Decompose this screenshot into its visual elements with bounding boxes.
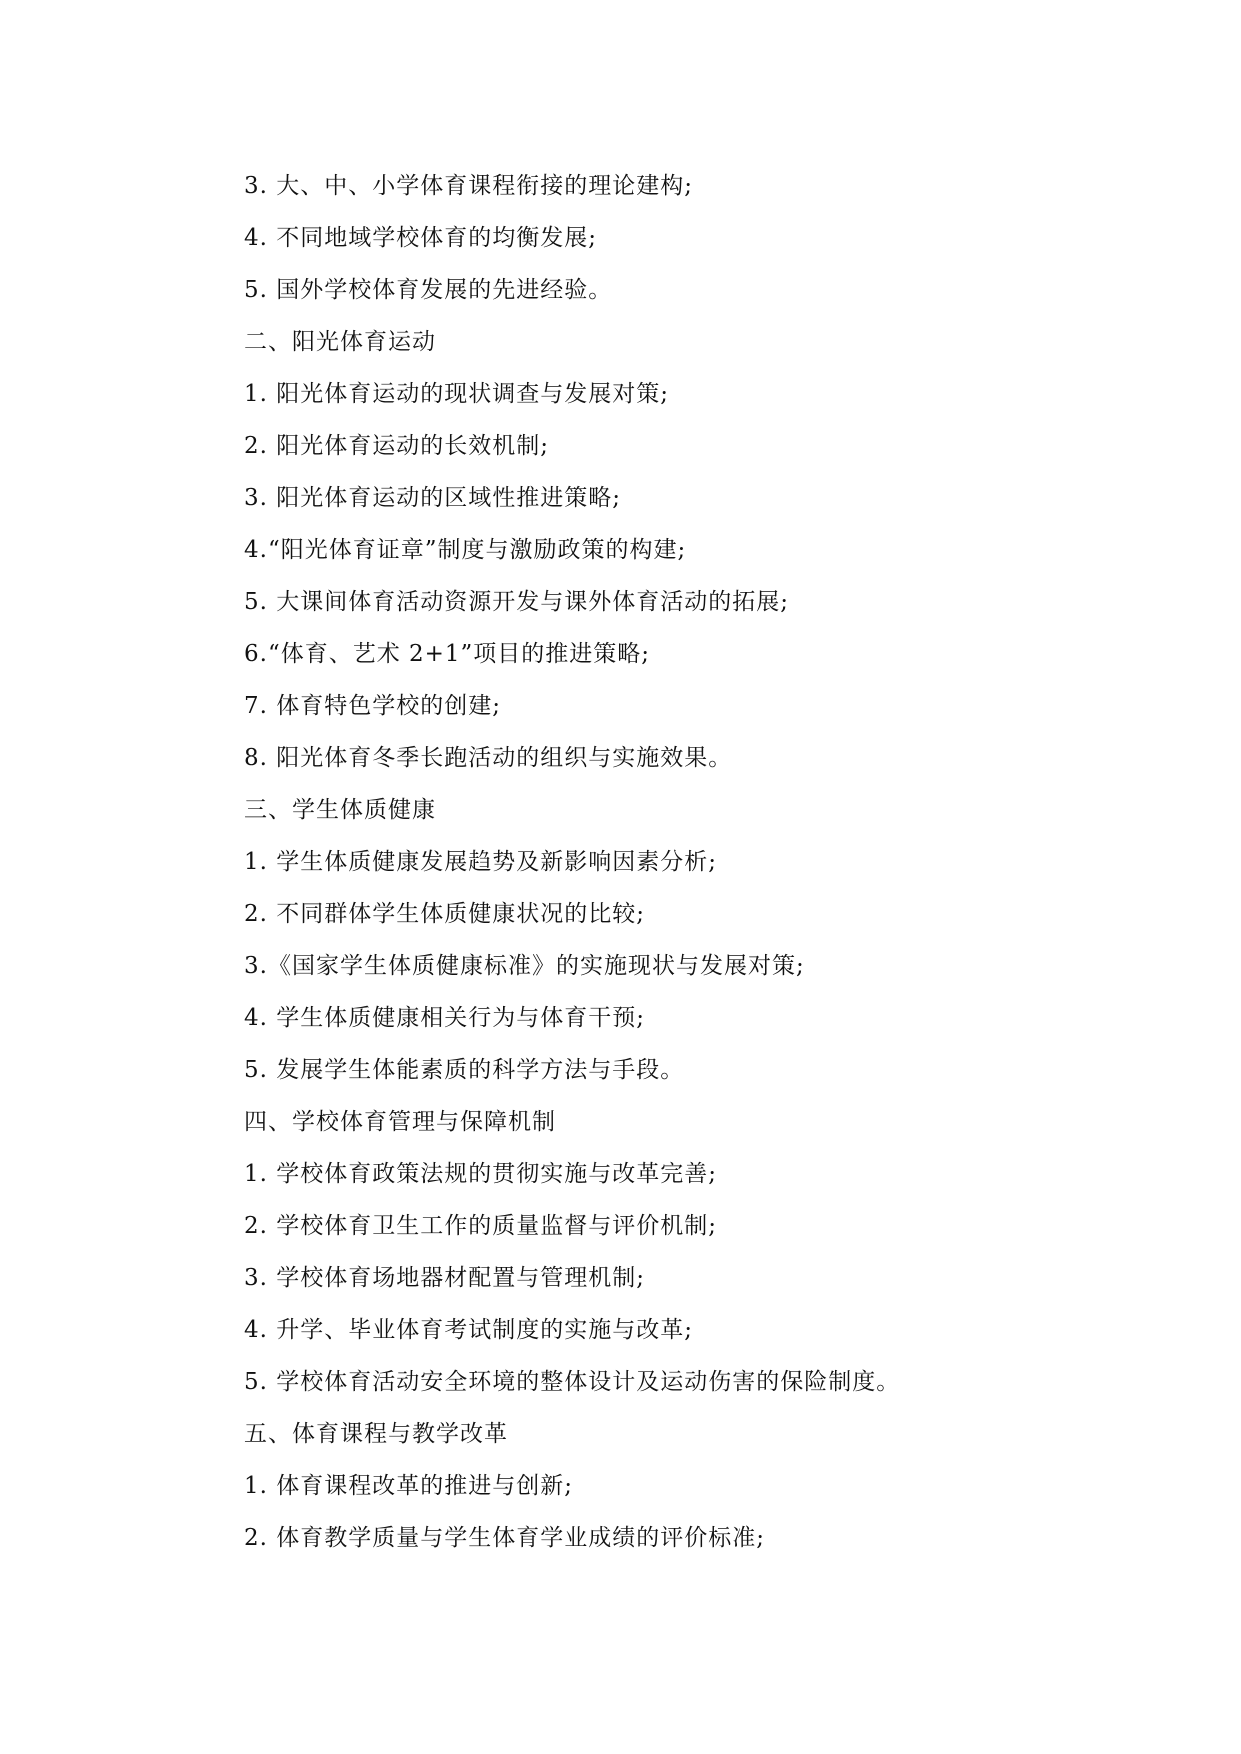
list-item: 2. 不同群体学生体质健康状况的比较;	[244, 901, 646, 927]
list-item: 1. 学生体质健康发展趋势及新影响因素分析;	[244, 849, 718, 875]
list-item: 5. 学校体育活动安全环境的整体设计及运动伤害的保险制度。	[244, 1369, 901, 1395]
list-item: 1. 体育课程改革的推进与创新;	[244, 1473, 574, 1499]
list-item: 3. 学校体育场地器材配置与管理机制;	[244, 1265, 646, 1291]
list-item: 4.“阳光体育证章”制度与激励政策的构建;	[244, 537, 687, 563]
document-body	[244, 160, 1144, 1564]
list-item: 5. 发展学生体能素质的科学方法与手段。	[244, 1057, 685, 1083]
list-item: 4. 不同地域学校体育的均衡发展;	[244, 225, 598, 251]
list-item: 7. 体育特色学校的创建;	[244, 693, 502, 719]
list-item: 4. 升学、毕业体育考试制度的实施与改革;	[244, 1317, 694, 1343]
list-item: 8. 阳光体育冬季长跑活动的组织与实施效果。	[244, 745, 733, 771]
list-item: 3. 大、中、小学体育课程衔接的理论建构;	[244, 173, 694, 199]
list-item: 1. 学校体育政策法规的贯彻实施与改革完善;	[244, 1161, 718, 1187]
list-item: 3. 阳光体育运动的区域性推进策略;	[244, 485, 622, 511]
section-heading: 三、学生体质健康	[244, 797, 436, 823]
section-heading: 四、学校体育管理与保障机制	[244, 1109, 556, 1135]
list-item: 2. 学校体育卫生工作的质量监督与评价机制;	[244, 1213, 718, 1239]
list-item: 4. 学生体质健康相关行为与体育干预;	[244, 1005, 646, 1031]
section-heading: 二、阳光体育运动	[244, 329, 436, 355]
list-item: 2. 阳光体育运动的长效机制;	[244, 433, 550, 459]
list-item: 1. 阳光体育运动的现状调查与发展对策;	[244, 381, 670, 407]
list-item: 6.“体育、艺术 2+1”项目的推进策略;	[244, 641, 651, 667]
section-heading: 五、体育课程与教学改革	[244, 1421, 508, 1447]
list-item: 2. 体育教学质量与学生体育学业成绩的评价标准;	[244, 1525, 766, 1551]
list-item: 5. 国外学校体育发展的先进经验。	[244, 277, 613, 303]
list-item: 3.《国家学生体质健康标准》的实施现状与发展对策;	[244, 953, 805, 979]
list-item: 5. 大课间体育活动资源开发与课外体育活动的拓展;	[244, 589, 790, 615]
